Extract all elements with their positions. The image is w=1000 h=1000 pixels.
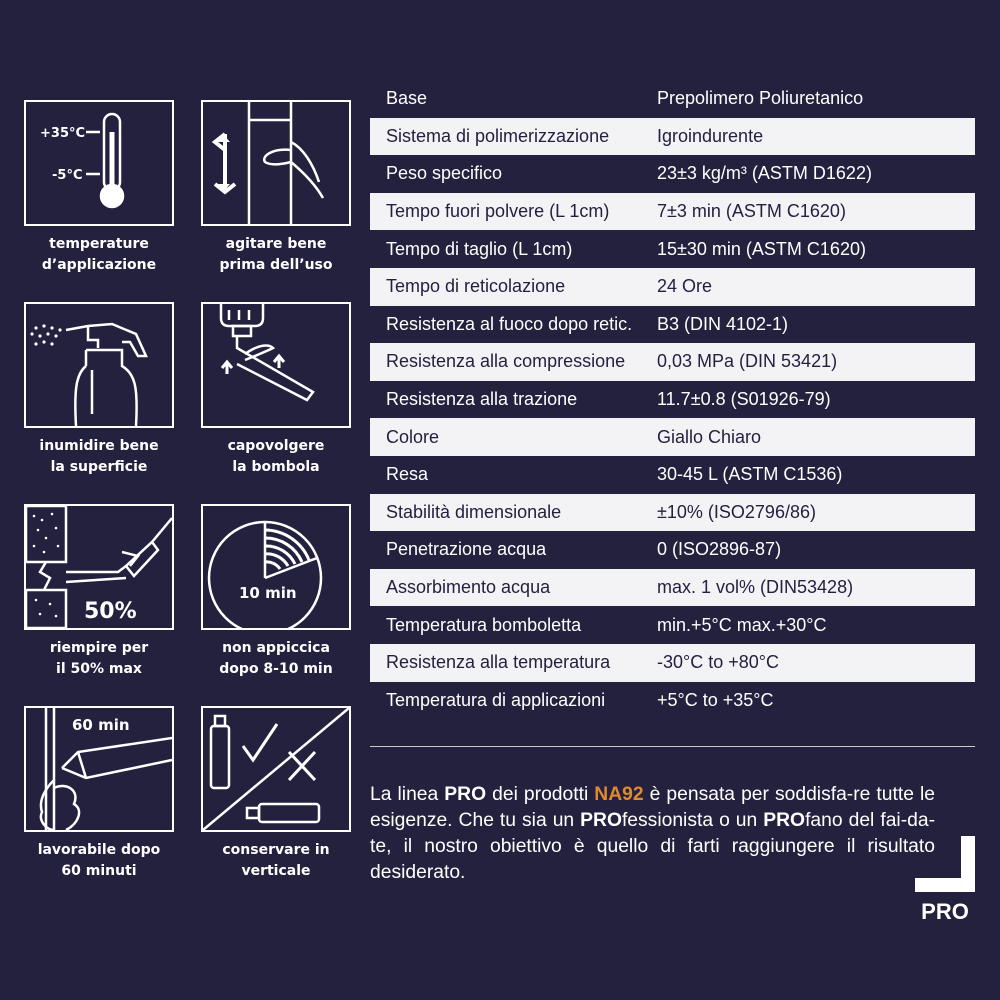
spec-value: +5°C to +35°C [657,689,774,710]
spec-label: Assorbimento acqua [386,577,551,598]
spec-row [370,343,975,381]
spec-label: Penetrazione acqua [386,539,547,560]
spec-label: Tempo fuori polvere (L 1cm) [386,201,610,222]
icons-grid [24,100,344,900]
icon-caption: non appiccica dopo 8-10 min [219,640,333,677]
spec-row [370,193,975,231]
spec-row [370,531,975,569]
icon-cell-workable [24,706,174,882]
spec-label: Tempo di taglio (L 1cm) [386,238,573,259]
tack-time-label: 10 min [239,584,297,602]
icon-cell-store [201,706,351,882]
icon-cell-shake [201,100,351,276]
spec-value: 23±3 kg/m³ (ASTM D1622) [657,163,872,184]
spec-label: Resistenza alla trazione [386,389,578,410]
section-divider [370,746,975,747]
icon-cell-tack-free [201,504,351,680]
icon-caption: capovolgere la bombola [227,438,325,475]
spec-label: Tempo di reticolazione [386,276,566,297]
spec-value: ±10% (ISO2796/86) [657,501,816,522]
spec-label: Resistenza alla temperatura [386,652,611,673]
temp-hot-label: +35°C [40,126,86,141]
icon-caption: inumidire bene la superficie [39,438,159,475]
spec-value: 0,03 MPa (DIN 53421) [657,351,838,372]
spec-label: Resa [386,464,429,485]
intro-text: fessionista o un [621,810,764,831]
upright-storage-icon [201,706,351,832]
spec-label: Peso specifico [386,163,503,184]
spec-row [370,381,975,419]
inverted-can-icon [201,302,351,428]
spec-value: 30-45 L (ASTM C1536) [657,464,843,485]
spec-value: -30°C to +80°C [657,652,779,673]
thermometer-icon [24,100,174,226]
workable-time-label: 60 min [72,716,130,734]
icon-caption: lavorabile dopo 60 minuti [37,842,161,879]
pro-logo [915,836,975,926]
icon-caption: agitare bene prima dell’uso [219,236,333,273]
corner-bracket-icon [915,836,975,892]
spec-label: Stabilità dimensionale [386,501,562,522]
spec-row [370,569,975,607]
intro-pro-highlight: PRO [444,784,487,805]
intro-pro-highlight: PRO [580,810,622,831]
clock-icon [201,504,351,630]
spec-value: max. 1 vol% (DIN53428) [657,577,854,598]
icon-caption: riempire per il 50% max [49,640,149,677]
spec-value: 24 Ore [657,276,713,297]
spec-value: Giallo Chiaro [657,426,762,447]
spec-row [370,494,975,532]
intro-text: La linea [370,784,445,805]
intro-text: è pensata per soddisfa-re tutte le esigenze. Che tu sia un [370,784,935,831]
spec-label: Temperatura di applicazioni [386,689,606,710]
intro-text: fano del fai-da-te, il nostro obiettivo è quello di farti raggiungere il risultato desiderato. [370,810,935,883]
spec-value: Prepolimero Poliuretanico [657,88,864,109]
icon-cell-invert [201,302,351,478]
spec-value: 11.7±0.8 (S01926-79) [657,389,831,410]
icon-caption: conservare in verticale [222,842,330,879]
intro-paragraph [370,782,935,886]
fill-percent-label: 50% [84,599,137,624]
cutter-icon [24,706,174,832]
spec-label: Colore [386,426,440,447]
spec-label: Sistema di polimerizzazione [386,125,610,146]
technical-spec-table [370,80,975,719]
spec-label: Temperatura bomboletta [386,614,582,635]
spec-row [370,644,975,682]
shake-can-icon [201,100,351,226]
spec-value: 15±30 min (ASTM C1620) [657,238,866,259]
spec-row [370,606,975,644]
spec-row [370,155,975,193]
spec-row [370,268,975,306]
spec-row [370,418,975,456]
spec-row [370,682,975,720]
pro-logo-text: PRO [921,899,969,924]
spec-label: Resistenza alla compressione [386,351,626,372]
spec-row [370,118,975,156]
intro-text: dei prodotti [486,784,595,805]
spec-value: 0 (ISO2896-87) [657,539,782,560]
spec-label: Base [386,88,428,109]
spec-value: Igroindurente [657,125,764,146]
spec-row [370,306,975,344]
icon-caption: temperature d’applicazione [41,236,157,273]
spec-value: 7±3 min (ASTM C1620) [657,201,846,222]
icon-cell-temperature [24,100,174,276]
spec-value: B3 (DIN 4102-1) [657,313,789,334]
spec-row [370,230,975,268]
spec-row [370,456,975,494]
intro-brand-highlight: NA92 [594,784,644,805]
temp-cold-label: -5°C [52,168,83,183]
spec-value: min.+5°C max.+30°C [657,614,827,635]
spec-row [370,80,975,118]
fill-gap-icon [24,504,174,630]
icon-cell-fill [24,504,174,680]
intro-pro-highlight: PRO [763,810,806,831]
spray-bottle-icon [24,302,174,428]
icon-cell-moisten [24,302,174,478]
spec-label: Resistenza al fuoco dopo retic. [386,313,633,334]
